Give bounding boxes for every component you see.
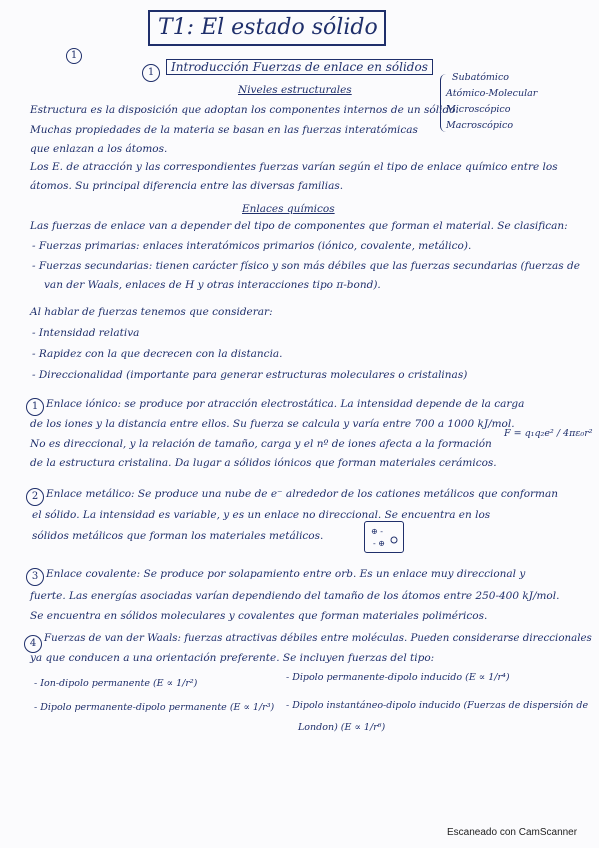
page-title: T1: El estado sólido [148,10,386,46]
text-line: átomos. Su principal diferencia entre las diversas familias. [30,180,344,192]
text-line: Se encuentra en sólidos moleculares y covalentes que forman materiales poliméricos. [30,610,488,622]
text-line: Las fuerzas de enlace van a depender del tipo de componentes que forman el material. Se clasifican: [30,220,568,232]
electron-cloud-sketch [364,521,404,553]
section-heading [166,60,433,74]
text-line: ya que conducen a una orientación preferente. Se incluyen fuerzas del tipo: [30,652,435,664]
text-line: Fuerzas de van der Waals: fuerzas atractivas débiles entre moléculas. Pueden considerarse direccionales [44,632,592,644]
text-line: - Fuerzas primarias: enlaces interatómicos primarios (iónico, covalente, metálico). [32,240,472,252]
text-line: - Direccionalidad (importante para generar estructuras moleculares o cristalinas) [32,369,468,381]
text-line: - Rapidez con la que decrecen con la distancia. [32,348,283,360]
text-line: de la estructura cristalina. Da lugar a sólidos iónicos que forman materiales cerámicos. [30,457,497,469]
svg-text:- ⊕: - ⊕ [373,539,385,548]
item-number: 3 [26,568,44,586]
item-number: 2 [26,488,44,506]
text-line: que enlazan a los átomos. [30,143,168,155]
text-line: - Intensidad relativa [32,327,140,339]
item-number: 4 [24,635,42,653]
text-line: Enlace metálico: Se produce una nube de e⁻ alrededor de los cationes metálicos que conforman [46,488,559,500]
text-line: el sólido. La intensidad es variable, y es un enlace no direccional. Se encuentra en los [32,509,491,521]
item-number: 1 [26,398,44,416]
text-line: Estructura es la disposición que adoptan los componentes internos de un sólido. [30,104,459,116]
text-line: Muchas propiedades de la materia se basan en las fuerzas interatómicas [30,124,418,136]
text-line: Los E. de atracción y las correspondientes fuerzas varían según el tipo de enlace químico entre los [30,161,558,173]
scanner-watermark: Escaneado con CamScanner [447,827,578,838]
level-item: Macroscópico [446,120,514,131]
page-marker: 1 [66,48,82,64]
text-line: - Fuerzas secundarias: tienen carácter físico y son más débiles que las fuerzas secundarias (fuerzas de [32,260,580,272]
force-type: - Dipolo permanente-dipolo permanente (E ∝ 1/r³) [34,702,275,713]
level-item: Microscópico [446,104,511,115]
level-item: Atómico-Molecular [446,88,538,99]
force-type: - Dipolo permanente-dipolo inducido (E ∝ 1/r⁴) [286,672,510,683]
text-line: fuerte. Las energías asociadas varían dependiendo del tamaño de los átomos entre 250-400 kJ/mol. [30,590,560,602]
svg-text:⊕ -: ⊕ - [371,527,383,536]
force-type: - Dipolo instantáneo-dipolo inducido (Fuerzas de dispersión de [286,700,589,711]
subheading-enlaces: Enlaces químicos [242,203,335,215]
text-line: sólidos metálicos que forman los materiales metálicos. [32,530,324,542]
text-line: Al hablar de fuerzas tenemos que considerar: [30,306,273,318]
coulomb-formula: F = q₁q₂e² / 4πε₀r² [504,428,593,439]
text-line: van der Waals, enlaces de H y otras interacciones tipo π-bond). [44,279,381,291]
text-line: Enlace covalente: Se produce por solapamiento entre orb. Es un enlace muy direccional y [46,568,526,580]
subheading-niveles: Niveles estructurales [238,84,352,96]
text-line: de los iones y la distancia entre ellos. Su fuerza se calcula y varía entre 700 a 1000 kJ/mol. [30,418,515,430]
level-item: Subatómico [452,72,509,83]
force-type: London) (E ∝ 1/r⁶) [298,722,386,733]
text-line: Enlace iónico: se produce por atracción electrostática. La intensidad depende de la carga [46,398,525,410]
section-heading-text: Introducción Fuerzas de enlace en sólidos [166,59,433,75]
section-number: 1 [142,64,160,82]
text-line: No es direccional, y la relación de tamaño, carga y el nº de iones afecta a la formación [30,438,492,450]
force-type: - Ion-dipolo permanente (E ∝ 1/r²) [34,678,198,689]
